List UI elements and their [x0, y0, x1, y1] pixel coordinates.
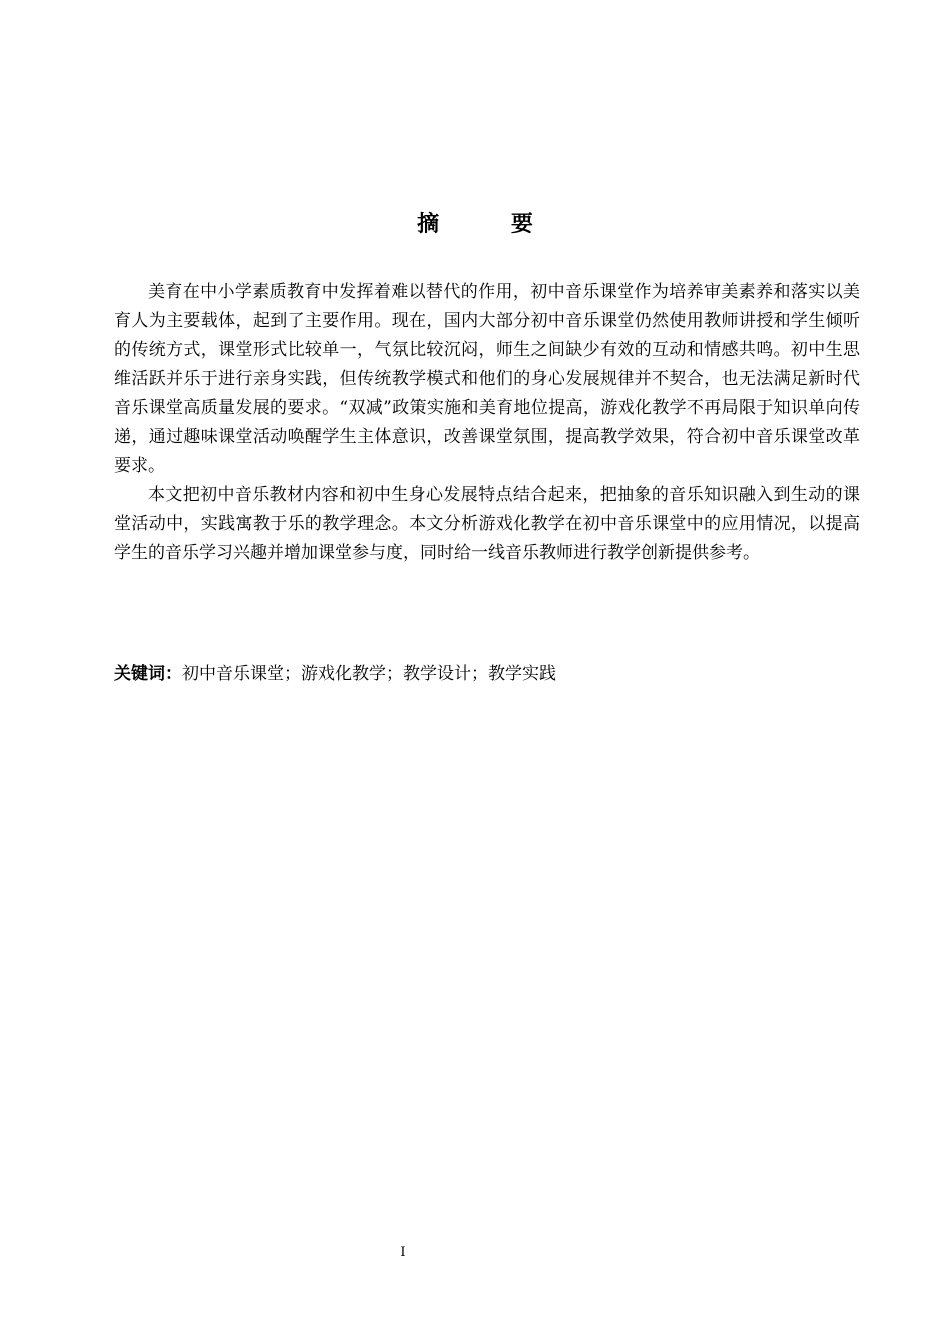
keywords-line	[114, 660, 860, 689]
keywords-text: 初中音乐课堂；游戏化教学；教学设计；教学实践	[182, 664, 556, 684]
abstract-paragraph-1: 美育在中小学素质教育中发挥着难以替代的作用，初中音乐课堂作为培养审美素养和落实以美育人为主要载体，起到了主要作用。现在，国内大部分初中音乐课堂仍然使用教师讲授和学生倾听的传统方式，课堂形式比较单一，气氛比较沉闷，师生之间缺少有效的互动和情感共鸣。初中生思维活跃并乐于进行亲身实践，但传统教学模式和他们的身心发展规律并不契合，也无法满足新时代音乐课堂高质量发展的要求。“双减”政策实施和美育地位提高，游戏化教学不再局限于知识单向传递，通过趣味课堂活动唤醒学生主体意识，改善课堂氛围，提高教学效果，符合初中音乐课堂改革要求。	[114, 282, 860, 476]
abstract-title: 摘 要	[417, 212, 565, 237]
page-number: I	[400, 1245, 406, 1260]
abstract-paragraph-2: 本文把初中音乐教材内容和初中生身心发展特点结合起来，把抽象的音乐知识融入到生动的课堂活动中，实践寓教于乐的教学理念。本文分析游戏化教学在初中音乐课堂中的应用情况，以提高学生的音乐学习兴趣并增加课堂参与度，同时给一线音乐教师进行教学创新提供参考。	[114, 485, 860, 563]
abstract-body	[114, 278, 860, 568]
keywords-label: 关键词：	[114, 664, 182, 684]
